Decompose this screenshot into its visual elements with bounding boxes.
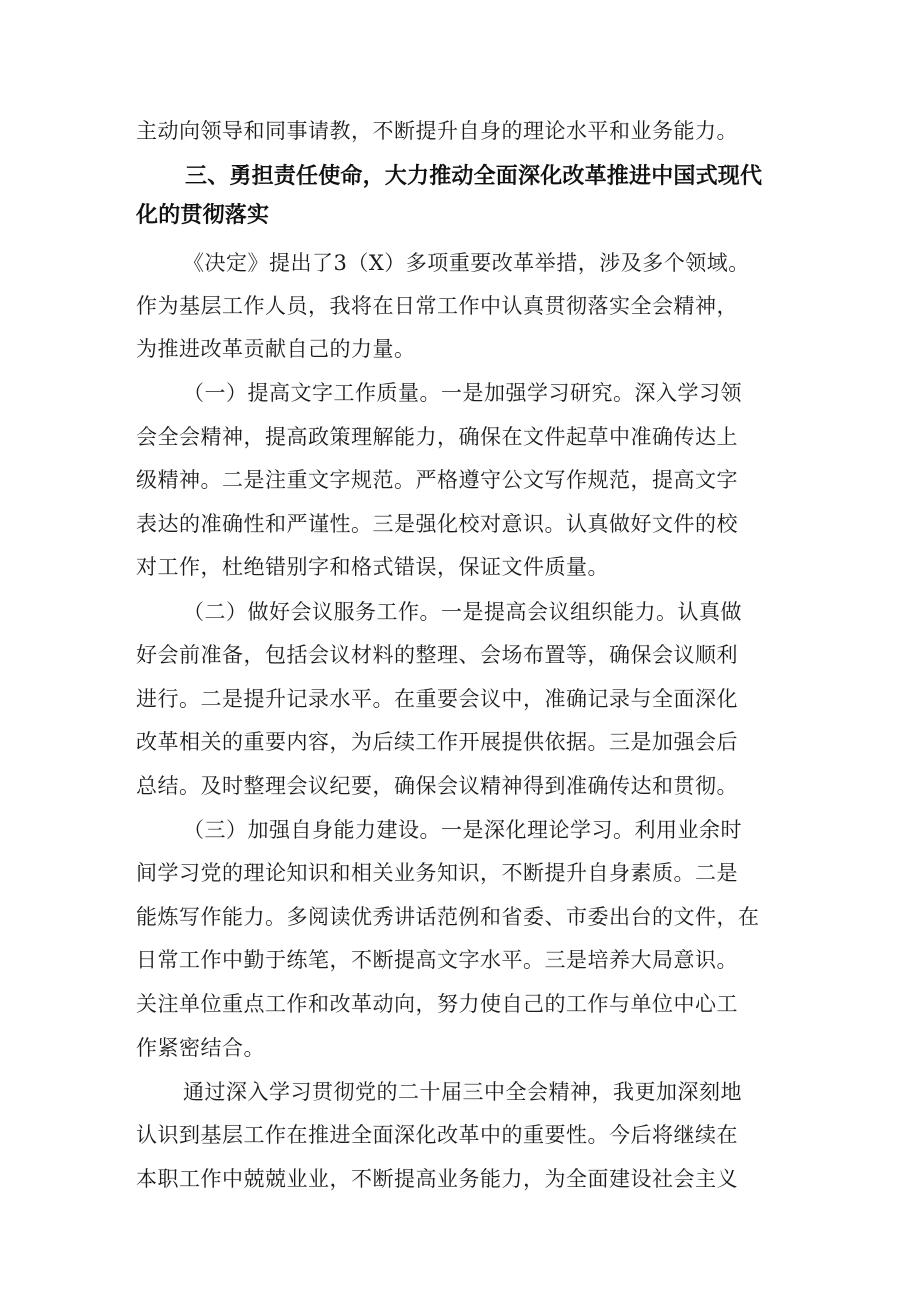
paragraph-line: 表达的准确性和严谨性。三是强化校对意识。认真做好文件的校 [136,512,738,536]
paragraph-line: 通过深入学习贯彻党的二十届三中全会精神，我更加深刻地 [183,1080,742,1104]
paragraph-line: 作为基层工作人员，我将在日常工作中认真贯彻落实全会精神， [136,294,738,318]
paragraph-line: 关注单位重点工作和改革动向，努力使自己的工作与单位中心工 [136,992,738,1016]
paragraph-line: 对工作，杜绝错别字和格式错误，保证文件质量。 [136,555,609,579]
paragraph-line: 级精神。二是注重文字规范。严格遵守公文写作规范，提高文字 [136,468,738,492]
section-heading-line: 三、勇担责任使命，大力推动全面深化改革推进中国式现代 [185,164,763,189]
paragraph-line: 为推进改革贡献自己的力量。 [136,337,416,361]
paragraph-line: 会全会精神，提高政策理解能力，确保在文件起草中准确传达上 [136,425,738,449]
section-heading-line: 化的贯彻落实 [136,203,270,228]
paragraph-line: 本职工作中兢兢业业，不断提高业务能力，为全面建设社会主义 [136,1167,738,1191]
paragraph-line: 间学习党的理论知识和相关业务知识，不断提升自身素质。二是 [136,861,738,885]
paragraph-line: 能炼写作能力。多阅读优秀讲话范例和省委、市委出台的文件，在 [136,905,760,929]
paragraph-line: 作紧密结合。 [136,1036,265,1060]
paragraph-line: （二）做好会议服务工作。一是提高会议组织能力。认真做 [183,600,742,624]
paragraph-line: 《决定》提出了3（X）多项重要改革举措，涉及多个领域。 [183,251,750,275]
paragraph-line: 好会前准备，包括会议材料的整理、会场布置等，确保会议顺利 [136,643,738,667]
paragraph-line: （一）提高文字工作质量。一是加强学习研究。深入学习领 [183,381,742,405]
paragraph-line: （三）加强自身能力建设。一是深化理论学习。利用业余时 [183,818,742,842]
paragraph-line: 认识到基层工作在推进全面深化改革中的重要性。今后将继续在 [136,1123,738,1147]
paragraph-line: 总结。及时整理会议纪要，确保会议精神得到准确传达和贯彻。 [136,774,738,798]
paragraph-line: 进行。二是提升记录水平。在重要会议中，准确记录与全面深化 [136,687,738,711]
paragraph-line: 主动向领导和同事请教，不断提升自身的理论水平和业务能力。 [136,119,738,143]
paragraph-line: 改革相关的重要内容，为后续工作开展提供依据。三是加强会后 [136,730,738,754]
paragraph-line: 日常工作中勤于练笔，不断提高文字水平。三是培养大局意识。 [136,948,738,972]
